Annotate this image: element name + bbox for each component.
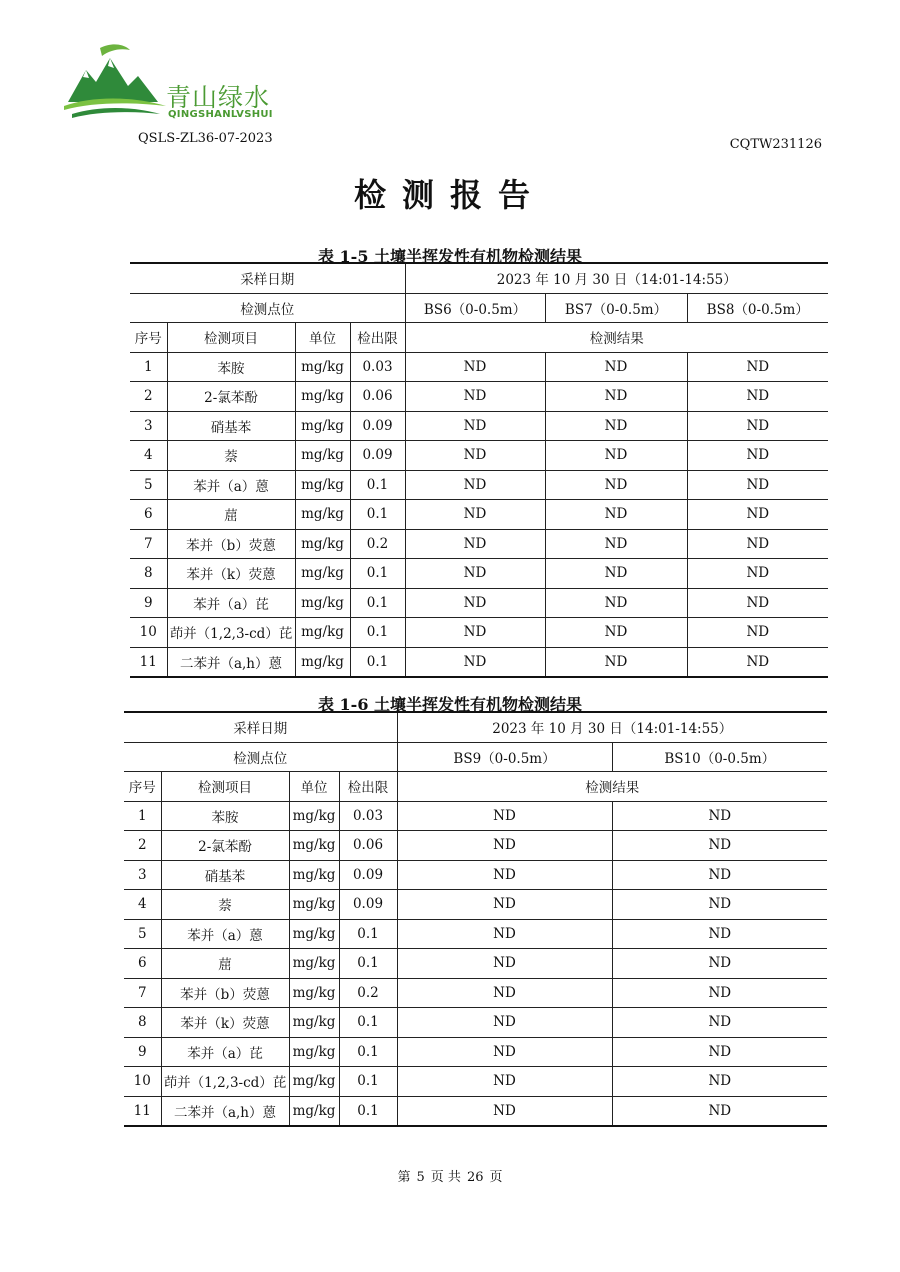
col-header-unit: 单位: [295, 323, 350, 353]
result-cell: ND: [397, 801, 612, 831]
test-item: 2-氯苯酚: [161, 831, 289, 861]
table-1-5-caption: 表 1-5 土壤半挥发性有机物检测结果: [317, 247, 583, 266]
col-header-result: 检测结果: [405, 323, 828, 353]
unit: mg/kg: [295, 441, 350, 471]
row-number: 8: [130, 559, 167, 589]
detection-limit: 0.09: [350, 441, 405, 471]
unit: mg/kg: [289, 978, 339, 1008]
unit: mg/kg: [295, 618, 350, 648]
result-cell: ND: [687, 411, 828, 441]
unit: mg/kg: [289, 801, 339, 831]
detection-limit: 0.1: [339, 1096, 397, 1126]
detection-limit: 0.1: [350, 500, 405, 530]
table-row: [130, 647, 828, 677]
row-number: 9: [130, 588, 167, 618]
detection-limit: 0.03: [350, 352, 405, 382]
result-cell: ND: [612, 860, 827, 890]
table-row: [124, 860, 827, 890]
report-number: CQTW231126: [729, 137, 822, 152]
detection-limit: 0.1: [350, 647, 405, 677]
result-cell: ND: [397, 978, 612, 1008]
column-header-row: [124, 772, 827, 802]
row-number: 4: [124, 890, 161, 920]
row-number: 10: [124, 1067, 161, 1097]
test-item: 苯并（a）芘: [161, 1037, 289, 1067]
result-cell: ND: [687, 647, 828, 677]
page-prefix: 第: [397, 1170, 411, 1185]
result-cell: ND: [545, 559, 687, 589]
result-cell: ND: [545, 382, 687, 412]
row-number: 3: [130, 411, 167, 441]
test-item: 苯并（k）荧蒽: [167, 559, 295, 589]
site-header: BS9（0-0.5m）: [397, 742, 612, 772]
sampling-date-row: [124, 712, 827, 742]
test-item: 茚并（1,2,3-cd）芘: [167, 618, 295, 648]
detection-limit: 0.09: [339, 890, 397, 920]
table-row: [130, 559, 828, 589]
row-number: 3: [124, 860, 161, 890]
unit: mg/kg: [295, 529, 350, 559]
test-item: 苯并（k）荧蒽: [161, 1008, 289, 1038]
detection-limit: 0.1: [350, 588, 405, 618]
detection-limit: 0.1: [350, 618, 405, 648]
result-cell: ND: [612, 1096, 827, 1126]
unit: mg/kg: [295, 588, 350, 618]
table-1-6: [124, 711, 827, 1127]
unit: mg/kg: [289, 1067, 339, 1097]
test-item: 二苯并（a,h）蒽: [167, 647, 295, 677]
detection-limit: 0.06: [339, 831, 397, 861]
site-row: [130, 293, 828, 323]
row-number: 11: [130, 647, 167, 677]
row-number: 8: [124, 1008, 161, 1038]
result-cell: ND: [545, 588, 687, 618]
result-cell: ND: [397, 890, 612, 920]
page-number: 5: [416, 1170, 425, 1185]
result-cell: ND: [687, 559, 828, 589]
unit: mg/kg: [295, 411, 350, 441]
row-number: 6: [130, 500, 167, 530]
test-item: 硝基苯: [161, 860, 289, 890]
result-cell: ND: [405, 382, 545, 412]
detection-limit: 0.1: [339, 949, 397, 979]
table-1-6-caption: 表 1-6 土壤半挥发性有机物检测结果: [317, 695, 583, 714]
table-row: [130, 411, 828, 441]
test-item: 萘: [161, 890, 289, 920]
table-row: [130, 588, 828, 618]
table-row: [130, 352, 828, 382]
result-cell: ND: [612, 1037, 827, 1067]
row-number: 2: [124, 831, 161, 861]
result-cell: ND: [405, 411, 545, 441]
result-cell: ND: [397, 1067, 612, 1097]
result-cell: ND: [687, 382, 828, 412]
unit: mg/kg: [289, 1008, 339, 1038]
detection-limit: 0.2: [350, 529, 405, 559]
result-cell: ND: [612, 1067, 827, 1097]
table-row: [124, 919, 827, 949]
result-cell: ND: [687, 352, 828, 382]
unit: mg/kg: [289, 831, 339, 861]
table-row: [124, 1008, 827, 1038]
row-number: 5: [130, 470, 167, 500]
company-logo: [62, 40, 282, 130]
detection-limit: 0.1: [339, 919, 397, 949]
row-number: 9: [124, 1037, 161, 1067]
mountain-logo-icon: [62, 40, 172, 128]
col-header-limit: 检出限: [339, 772, 397, 802]
row-number: 1: [124, 801, 161, 831]
result-cell: ND: [687, 529, 828, 559]
col-header-no: 序号: [130, 323, 167, 353]
result-cell: ND: [545, 647, 687, 677]
table-row: [130, 618, 828, 648]
test-item: 二苯并（a,h）蒽: [161, 1096, 289, 1126]
result-cell: ND: [397, 949, 612, 979]
unit: mg/kg: [289, 1096, 339, 1126]
result-cell: ND: [397, 1037, 612, 1067]
col-header-no: 序号: [124, 772, 161, 802]
result-cell: ND: [405, 647, 545, 677]
table-row: [130, 470, 828, 500]
table-row: [124, 949, 827, 979]
result-cell: ND: [687, 441, 828, 471]
detection-limit: 0.09: [350, 411, 405, 441]
test-item: 茚并（1,2,3-cd）芘: [161, 1067, 289, 1097]
col-header-item: 检测项目: [161, 772, 289, 802]
table-row: [130, 500, 828, 530]
result-cell: ND: [405, 441, 545, 471]
test-item: 苯并（a）蒽: [161, 919, 289, 949]
result-cell: ND: [612, 949, 827, 979]
unit: mg/kg: [295, 470, 350, 500]
unit: mg/kg: [295, 647, 350, 677]
result-cell: ND: [397, 1096, 612, 1126]
result-cell: ND: [405, 618, 545, 648]
detection-limit: 0.1: [350, 470, 405, 500]
site-row: [124, 742, 827, 772]
result-cell: ND: [612, 978, 827, 1008]
page-total: 26: [466, 1170, 484, 1185]
site-label: 检测点位: [124, 742, 397, 772]
table-row: [124, 1037, 827, 1067]
table-row: [124, 978, 827, 1008]
row-number: 4: [130, 441, 167, 471]
page-mid: 页 共: [430, 1170, 461, 1185]
table-1-5-body: [130, 352, 828, 677]
detection-limit: 0.09: [339, 860, 397, 890]
result-cell: ND: [405, 588, 545, 618]
unit: mg/kg: [289, 860, 339, 890]
result-cell: ND: [612, 890, 827, 920]
unit: mg/kg: [295, 382, 350, 412]
detection-limit: 0.06: [350, 382, 405, 412]
result-cell: ND: [687, 618, 828, 648]
unit: mg/kg: [289, 890, 339, 920]
result-cell: ND: [545, 352, 687, 382]
site-label: 检测点位: [130, 293, 405, 323]
row-number: 7: [124, 978, 161, 1008]
row-number: 5: [124, 919, 161, 949]
result-cell: ND: [397, 860, 612, 890]
column-header-row: [130, 323, 828, 353]
detection-limit: 0.2: [339, 978, 397, 1008]
table-1-6-body: [124, 801, 827, 1126]
unit: mg/kg: [289, 949, 339, 979]
detection-limit: 0.03: [339, 801, 397, 831]
detection-limit: 0.1: [350, 559, 405, 589]
row-number: 11: [124, 1096, 161, 1126]
document-code: QSLS-ZL36-07-2023: [138, 131, 273, 146]
detection-limit: 0.1: [339, 1008, 397, 1038]
unit: mg/kg: [295, 500, 350, 530]
test-item: 䓛: [161, 949, 289, 979]
test-item: 苯胺: [161, 801, 289, 831]
site-header: BS8（0-0.5m）: [687, 293, 828, 323]
result-cell: ND: [545, 441, 687, 471]
col-header-limit: 检出限: [350, 323, 405, 353]
col-header-result: 检测结果: [397, 772, 827, 802]
result-cell: ND: [545, 529, 687, 559]
test-item: 苯并（b）荧蒽: [161, 978, 289, 1008]
page-footer: [0, 1166, 900, 1185]
result-cell: ND: [612, 919, 827, 949]
site-header: BS7（0-0.5m）: [545, 293, 687, 323]
result-cell: ND: [405, 559, 545, 589]
test-item: 苯并（b）荧蒽: [167, 529, 295, 559]
result-cell: ND: [405, 500, 545, 530]
page-title: 检测报告: [353, 176, 546, 214]
row-number: 1: [130, 352, 167, 382]
logo-english-name: QINGSHANLVSHUI: [168, 109, 273, 120]
row-number: 6: [124, 949, 161, 979]
sampling-date-value: 2023 年 10 月 30 日（14:01-14:55）: [405, 263, 828, 293]
table-row: [124, 831, 827, 861]
unit: mg/kg: [295, 559, 350, 589]
row-number: 7: [130, 529, 167, 559]
result-cell: ND: [397, 1008, 612, 1038]
table-row: [124, 801, 827, 831]
table-1-5: [130, 262, 828, 678]
result-cell: ND: [405, 529, 545, 559]
result-cell: ND: [612, 801, 827, 831]
col-header-unit: 单位: [289, 772, 339, 802]
table-row: [130, 382, 828, 412]
result-cell: ND: [405, 470, 545, 500]
test-item: 苯并（a）芘: [167, 588, 295, 618]
detection-limit: 0.1: [339, 1067, 397, 1097]
result-cell: ND: [397, 831, 612, 861]
site-header: BS6（0-0.5m）: [405, 293, 545, 323]
table-row: [124, 1096, 827, 1126]
sampling-date-row: [130, 263, 828, 293]
row-number: 2: [130, 382, 167, 412]
site-header: BS10（0-0.5m）: [612, 742, 827, 772]
result-cell: ND: [405, 352, 545, 382]
table-row: [124, 1067, 827, 1097]
test-item: 䓛: [167, 500, 295, 530]
result-cell: ND: [612, 1008, 827, 1038]
result-cell: ND: [612, 831, 827, 861]
unit: mg/kg: [289, 919, 339, 949]
result-cell: ND: [545, 500, 687, 530]
unit: mg/kg: [295, 352, 350, 382]
result-cell: ND: [687, 500, 828, 530]
table-row: [130, 441, 828, 471]
test-item: 萘: [167, 441, 295, 471]
sampling-date-label: 采样日期: [124, 712, 397, 742]
result-cell: ND: [545, 411, 687, 441]
sampling-date-value: 2023 年 10 月 30 日（14:01-14:55）: [397, 712, 827, 742]
result-cell: ND: [687, 470, 828, 500]
col-header-item: 检测项目: [167, 323, 295, 353]
result-cell: ND: [687, 588, 828, 618]
unit: mg/kg: [289, 1037, 339, 1067]
test-item: 苯胺: [167, 352, 295, 382]
row-number: 10: [130, 618, 167, 648]
sampling-date-label: 采样日期: [130, 263, 405, 293]
table-row: [130, 529, 828, 559]
result-cell: ND: [397, 919, 612, 949]
logo-chinese-name: 青山绿水: [166, 83, 271, 112]
result-cell: ND: [545, 618, 687, 648]
test-item: 苯并（a）蒽: [167, 470, 295, 500]
detection-limit: 0.1: [339, 1037, 397, 1067]
table-row: [124, 890, 827, 920]
result-cell: ND: [545, 470, 687, 500]
page-suffix: 页: [489, 1170, 503, 1185]
test-item: 2-氯苯酚: [167, 382, 295, 412]
test-item: 硝基苯: [167, 411, 295, 441]
